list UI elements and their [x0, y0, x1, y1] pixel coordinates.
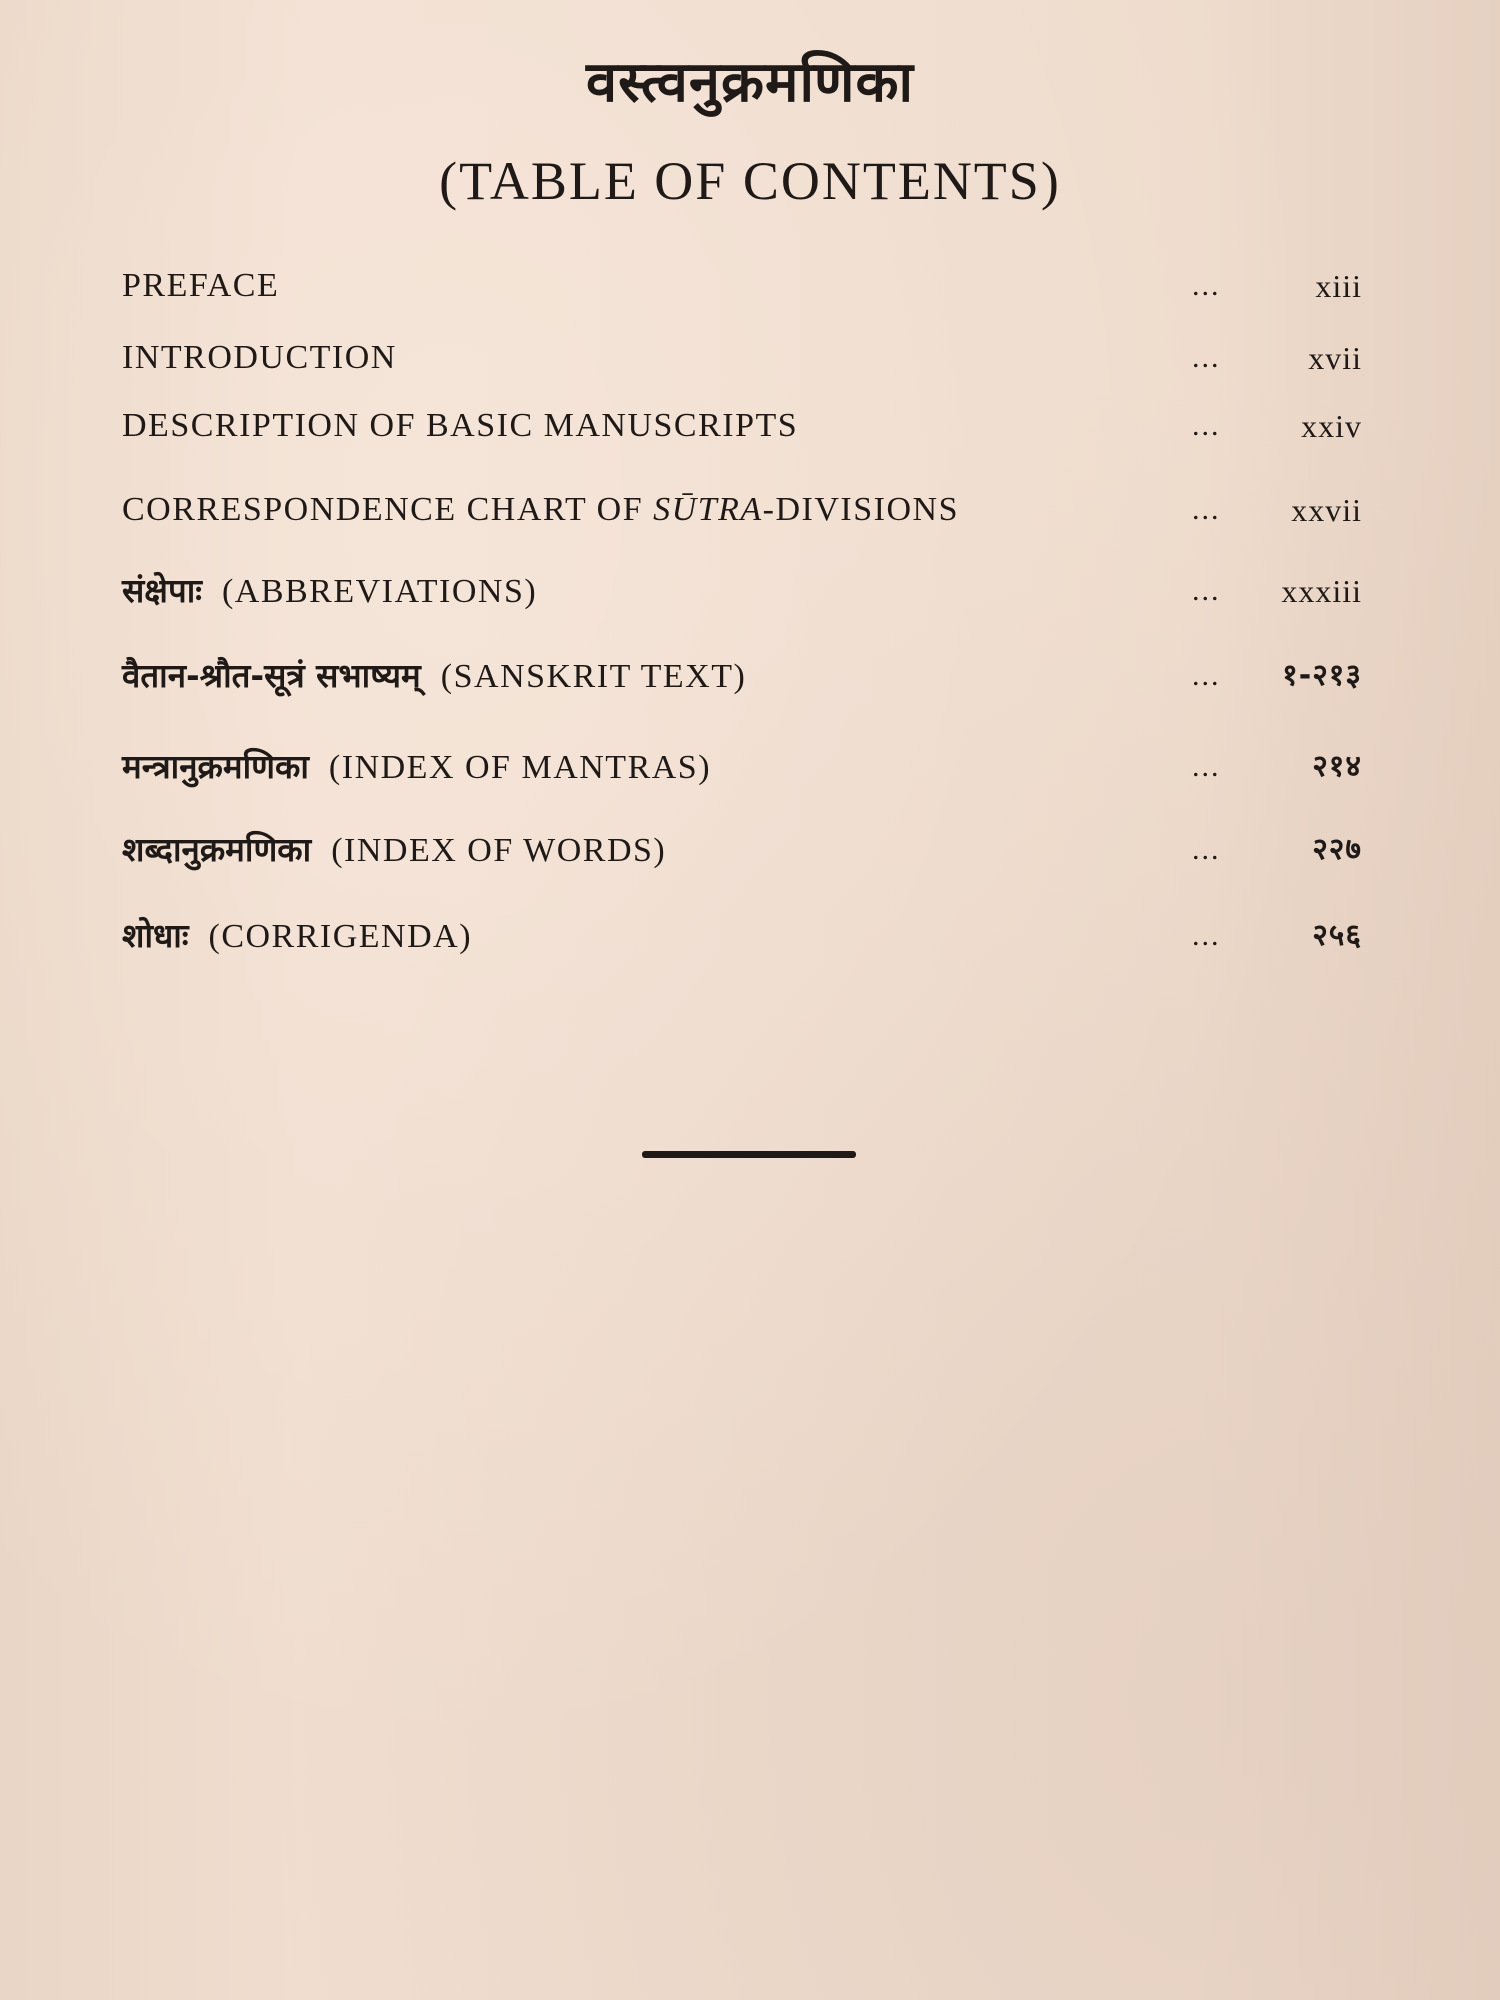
leader-dots: ...	[1192, 833, 1221, 866]
leader-dots: ...	[1192, 269, 1221, 302]
leader-dots: ...	[1192, 919, 1221, 952]
toc-page-number: xiii	[1315, 268, 1362, 304]
toc-entry-manuscripts	[122, 401, 1362, 451]
toc-page-number: xvii	[1308, 340, 1362, 376]
toc-entry-corrigenda	[122, 911, 1362, 961]
leader-dots: ...	[1192, 659, 1221, 692]
toc-entry-label	[122, 566, 537, 617]
toc-entry-introduction	[122, 333, 1362, 383]
toc-page-number: २१४	[1312, 749, 1362, 784]
toc-entry-label: PREFACE	[122, 267, 280, 304]
toc-entry-label	[122, 651, 746, 702]
toc-entry-label	[122, 911, 472, 962]
toc-entry-english: (INDEX OF WORDS)	[331, 832, 667, 869]
leader-dots: ...	[1192, 409, 1221, 442]
toc-entry-devanagari: मन्त्रानुक्रमणिका	[122, 747, 309, 786]
toc-entry-label-italic: SŪTRA	[653, 491, 763, 528]
toc-page-number: २२७	[1312, 832, 1362, 867]
page-title-english: (TABLE OF CONTENTS)	[439, 151, 1061, 211]
toc-entry-devanagari: शब्दानुक्रमणिका	[122, 830, 312, 869]
leader-dots: ...	[1192, 341, 1221, 374]
toc-entry-devanagari: संक्षेपाः	[122, 571, 202, 610]
toc-entry-label-part: CORRESPONDENCE CHART OF	[122, 491, 654, 528]
toc-entry-correspondence-chart	[122, 485, 1362, 535]
toc-entry-english: (INDEX OF MANTRAS)	[328, 749, 712, 786]
leader-dots: ...	[1192, 750, 1221, 783]
toc-entry-index-of-words	[122, 825, 1362, 875]
toc-entry-devanagari: वैतान-श्रौत-सूत्रं सभाष्यम्	[122, 656, 421, 695]
toc-page-number: xxxiii	[1281, 573, 1362, 609]
toc-entry-label	[122, 742, 711, 793]
toc-entry-index-of-mantras	[122, 742, 1362, 792]
page-title-devanagari: वस्त्वनुक्रमणिका	[586, 50, 914, 115]
leader-dots: ...	[1192, 574, 1221, 607]
toc-entry-label	[122, 825, 666, 876]
toc-entry-english: (ABBREVIATIONS)	[221, 573, 538, 610]
toc-entry-label: DESCRIPTION OF BASIC MANUSCRIPTS	[122, 407, 799, 444]
toc-entry-devanagari: शोधाः	[122, 916, 189, 955]
toc-entry-english: (CORRIGENDA)	[208, 918, 473, 955]
toc-page-number: २५६	[1312, 918, 1362, 953]
toc-entry-preface	[122, 261, 1362, 311]
toc-entry-abbreviations	[122, 566, 1362, 616]
toc-entry-sanskrit-text	[122, 651, 1362, 701]
toc-entry-english: (SANSKRIT TEXT)	[440, 658, 747, 695]
toc-entry-label	[122, 485, 959, 535]
toc-entry-label-part: -DIVISIONS	[762, 491, 959, 528]
decorative-rule	[642, 1151, 856, 1158]
toc-entry-label: INTRODUCTION	[122, 339, 397, 376]
leader-dots: ...	[1192, 493, 1221, 526]
toc-page-number: xxiv	[1301, 408, 1362, 444]
toc-page-number: xxvii	[1291, 492, 1362, 528]
toc-page-number: १-२१३	[1282, 658, 1362, 693]
